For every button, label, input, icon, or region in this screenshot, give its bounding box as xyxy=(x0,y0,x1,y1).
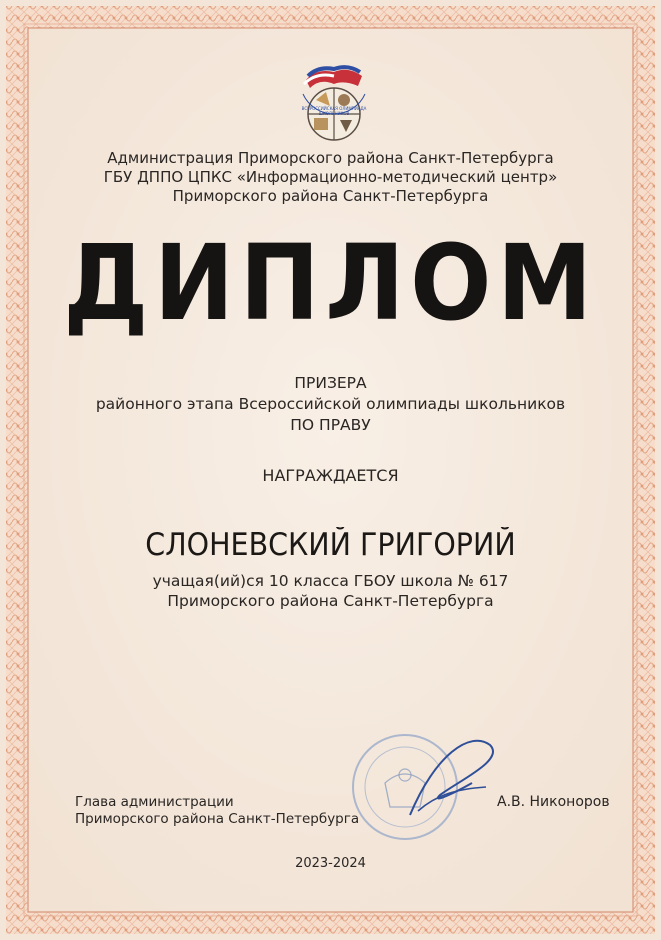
logo-text: ВСЕРОССИЙСКАЯ ОЛИМПИАДА ШКОЛЬНИКОВ xyxy=(301,106,367,116)
official-stamp xyxy=(340,725,510,845)
header-line-2: ГБУ ДППО ЦПКС «Информационно-методический центр» xyxy=(103,168,558,186)
academic-year: 2023-2024 xyxy=(295,856,366,871)
header-line-3: Приморского района Санкт-Петербурга xyxy=(172,187,489,205)
recipient-line-2: Приморского района Санкт-Петербурга xyxy=(167,592,494,610)
recipient-line-1: учащая(ий)ся 10 класса ГБОУ школа № 617 xyxy=(152,572,509,590)
diploma-title: ДИПЛОМ xyxy=(63,222,598,344)
signature-position-line-2: Приморского района Санкт-Петербурга xyxy=(75,811,360,827)
award-line-3: ПО ПРАВУ xyxy=(290,416,371,434)
recipient-name: СЛОНЕВСКИЙ ГРИГОРИЙ xyxy=(145,527,516,563)
award-line-4: НАГРАЖДАЕТСЯ xyxy=(262,466,399,485)
olympiad-logo xyxy=(292,62,376,146)
award-line-2: районного этапа Всероссийской олимпиады школьников xyxy=(95,395,566,413)
header-line-1: Администрация Приморского района Санкт-Петербурга xyxy=(107,149,554,167)
signature-position-line-1: Глава администрации xyxy=(75,794,234,810)
signer-name: А.В. Никоноров xyxy=(497,794,610,810)
award-line-1: ПРИЗЕРА xyxy=(294,374,367,392)
